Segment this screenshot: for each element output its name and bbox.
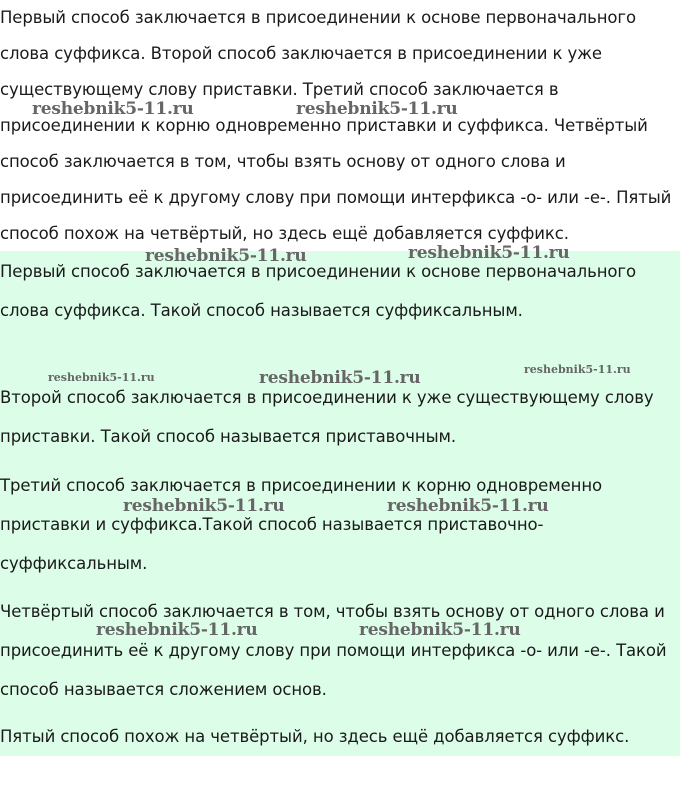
answer-paragraph-2: Второй способ заключается в присоединении к уже существующему слову приставки. Такой способ называется приставочным. xyxy=(0,388,654,446)
watermark: reshebnik5-11.ru xyxy=(145,246,307,266)
watermark: reshebnik5-11.ru xyxy=(296,99,458,119)
answer-paragraph-5: Пятый способ похож на четвёртый, но здесь ещё добавляется суффикс. xyxy=(0,727,630,746)
watermark: reshebnik5-11.ru xyxy=(32,99,194,119)
answer-paragraph-3: Третий способ заключается в присоединении к корню одновременно приставки и суффикса.Такой способ называется приставочно-суффиксальным. xyxy=(0,476,602,573)
watermark: reshebnik5-11.ru xyxy=(524,363,631,376)
watermark: reshebnik5-11.ru xyxy=(387,496,549,516)
watermark: reshebnik5-11.ru xyxy=(408,243,570,263)
watermark: reshebnik5-11.ru xyxy=(259,368,421,388)
answer-paragraph-4: Четвёртый способ заключается в том, чтобы взять основу от одного слова и присоединить её к другому слову при помощи интерфикса -о- или -е-. Такой способ называется сложением основ. xyxy=(0,602,667,699)
exercise-text: Первый способ заключается в присоединении к основе первоначального слова суффикса. Второй способ заключается в присоединении к уже существующему слову приставки. Третий способ заключается в присоединении к корню одновременно приставки и суффикса. Четвёртый способ заключается в том, чтобы взять основу от одного слова и присоединить её к другому слову при помощи интерфикса -о- или -е-. Пятый способ похож на четвёртый, но здесь ещё добавляется суффикс. xyxy=(0,8,672,243)
answer-paragraph-1: Первый способ заключается в присоединении к основе первоначального слова суффикса. Такой способ называется суффиксальным. xyxy=(0,262,636,320)
watermark: reshebnik5-11.ru xyxy=(123,496,285,516)
answer-block xyxy=(0,251,680,756)
watermark: reshebnik5-11.ru xyxy=(48,371,155,384)
watermark: reshebnik5-11.ru xyxy=(359,620,521,640)
watermark: reshebnik5-11.ru xyxy=(96,620,258,640)
